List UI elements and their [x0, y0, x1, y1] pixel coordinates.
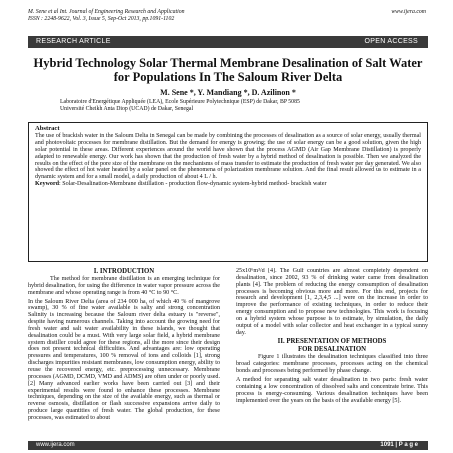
- journal-site[interactable]: www.ijera.com: [391, 9, 426, 15]
- author-affiliations: [60, 99, 400, 112]
- abstract-heading: Abstract: [35, 125, 60, 132]
- paragraph-text: The method for membrane distillation is an emerging technique for hybrid desalination, for using the difference in water vapor pressure across the membrane and whose operating range is from 40 °C to 90 °C.: [28, 276, 220, 296]
- abstract-box: [28, 122, 428, 262]
- keywords-label: Keyword: [35, 181, 60, 188]
- keywords-text: : Solar-Desalination-Membrane distillation - production flow-dynamic system-hybrid method- brackish water: [59, 181, 327, 188]
- paragraph: A method for separating salt water desalination in two parts: fresh water containing a low concentration of dissolved salts and concentrate brine. This process is energy-consuming. Various desalination techniques have been implemented over the years on the basis of the available energy [5].: [236, 376, 428, 404]
- journal-citation: M. Sene et al Int. Journal of Engineering Research and Application: [28, 9, 185, 15]
- paper-title: Hybrid Technology Solar Thermal Membrane Desalination of Salt Water for Populations In The Saloum River Delta: [33, 56, 423, 84]
- footer-site[interactable]: www.ijera.com: [36, 442, 75, 448]
- left-column: [28, 268, 220, 434]
- section-heading-methods: [236, 338, 428, 354]
- article-type-bar: [28, 36, 428, 48]
- paragraph: 25x10⁶m³/d [4]. The Gulf countries are almost completely dependent on desalination, since 2002, 93 % of drinking water came from desalination plants [4]. The problem of reducing the energy consumption of desalination processes is becoming obvious more and more. For this end, projects for research and development [1, 2,3,4,5 ...] were on the increase in order to improve the performance of existing techniques, in order to reduce their energy consumption and to propose new technologies. This work is focusing on a hybrid system whose purpose is to estimate, by simulation, the daily output of a model with solar collector and heat exchanger in a typical sunny day.: [236, 268, 428, 336]
- footer-page-number: 1091 | P a g e: [380, 442, 418, 448]
- paragraph-text: Figure 1 illustrates the desalination techniques classified into three broad categories: membrane processes, processes acting on the chemical bonds and processes being performed by phase change.: [236, 354, 428, 375]
- affiliation-line: Université Cheikh Anta Diop (UCAD) de Dakar, Senegal: [60, 105, 194, 112]
- page-footer: [28, 441, 428, 450]
- paragraph: In the Saloum River Delta (area of 234 000 ha, of which 40 % of mangrove swamp), 30 % of fine water available is salty and strong concentration Salinity is increasing because the Saloum river delta estuary is "reverse", despite having numerous channels. Taking into account the growing need for fresh water and salt water availability in these islands, we thought that desalination could be a must. With very large solar field, a hybrid membrane system distiller could agree for these regions, all the more since their design does not present technical difficulties. And advantages are: low operating pressures and temperatures, 100 % removal of ions and colloids [1], strong discharges impurities resistant membranes, low consumption energy, ability to reuse the recovered energy, etc. preprocessing unnecessary. Membrane processes (AGMD, DCMD, VMD and ADMS) are often under or poorly used. [2] Many advanced earlier works have been carried out [3] and their experimental results were found to enhance these processes. Membrane techniques, depending on the size of the available energy, such as thermal or reverse osmosis, distillation or flash successive expansions arrive daily to produce large quantities of fresh water. The global production, for these processes, was estimated to about: [28, 298, 220, 421]
- access-type-label: OPEN ACCESS: [364, 38, 418, 45]
- section-heading-line: II. PRESENTATION OF METHODS: [277, 338, 387, 346]
- journal-header: [28, 9, 428, 31]
- affiliation-line: Laboratoire d'Energétique Appliquée (LEA), Ecole Supérieure Polytechnique (ESP) de Dakar, BP 5085: [60, 99, 300, 105]
- paragraph: [236, 354, 428, 375]
- right-column: [236, 268, 428, 434]
- article-type-label: RESEARCH ARTICLE: [36, 38, 111, 45]
- paper-authors: M. Sene *, Y. Mandiang *, D. Azilinon *: [160, 88, 296, 97]
- section-heading-introduction: I. INTRODUCTION: [93, 268, 155, 275]
- abstract-body: The use of brackish water in the Saloum Delta in Senegal can be made by combining the processes of desalination as a source of solar energy, usually thermal and photovoltaic processes for membrane distillation. But the demand for energy is growing; the use of solar energy can be a good solution, given the high solar potential in these areas. Different experiences around the world have shown that the process AGMD (Air Gap Membrane Distillation) is properly adapted to renewable energy. Our work has shown that the production of fresh water by a hybrid method of desalination is possible. Then we analyzed the results on the effect of the pore size of the membrane on the mechanisms of mass transfer to estimate the production of fresh water per day generated. We also showed the effect of hot water heated by a solar panel on the phenomena of polarization membrane solution. And the final result allowed us to estimate in a dynamic system and for a small model, a daily production of about 4 L / h.: [35, 132, 421, 181]
- journal-issn: ISSN : 2248-9622, Vol. 3, Issue 5, Sep-Oct 2013, pp.1091-1102: [28, 16, 175, 22]
- paragraph: [28, 276, 220, 297]
- section-heading-line: FOR DESALINATION: [297, 346, 367, 354]
